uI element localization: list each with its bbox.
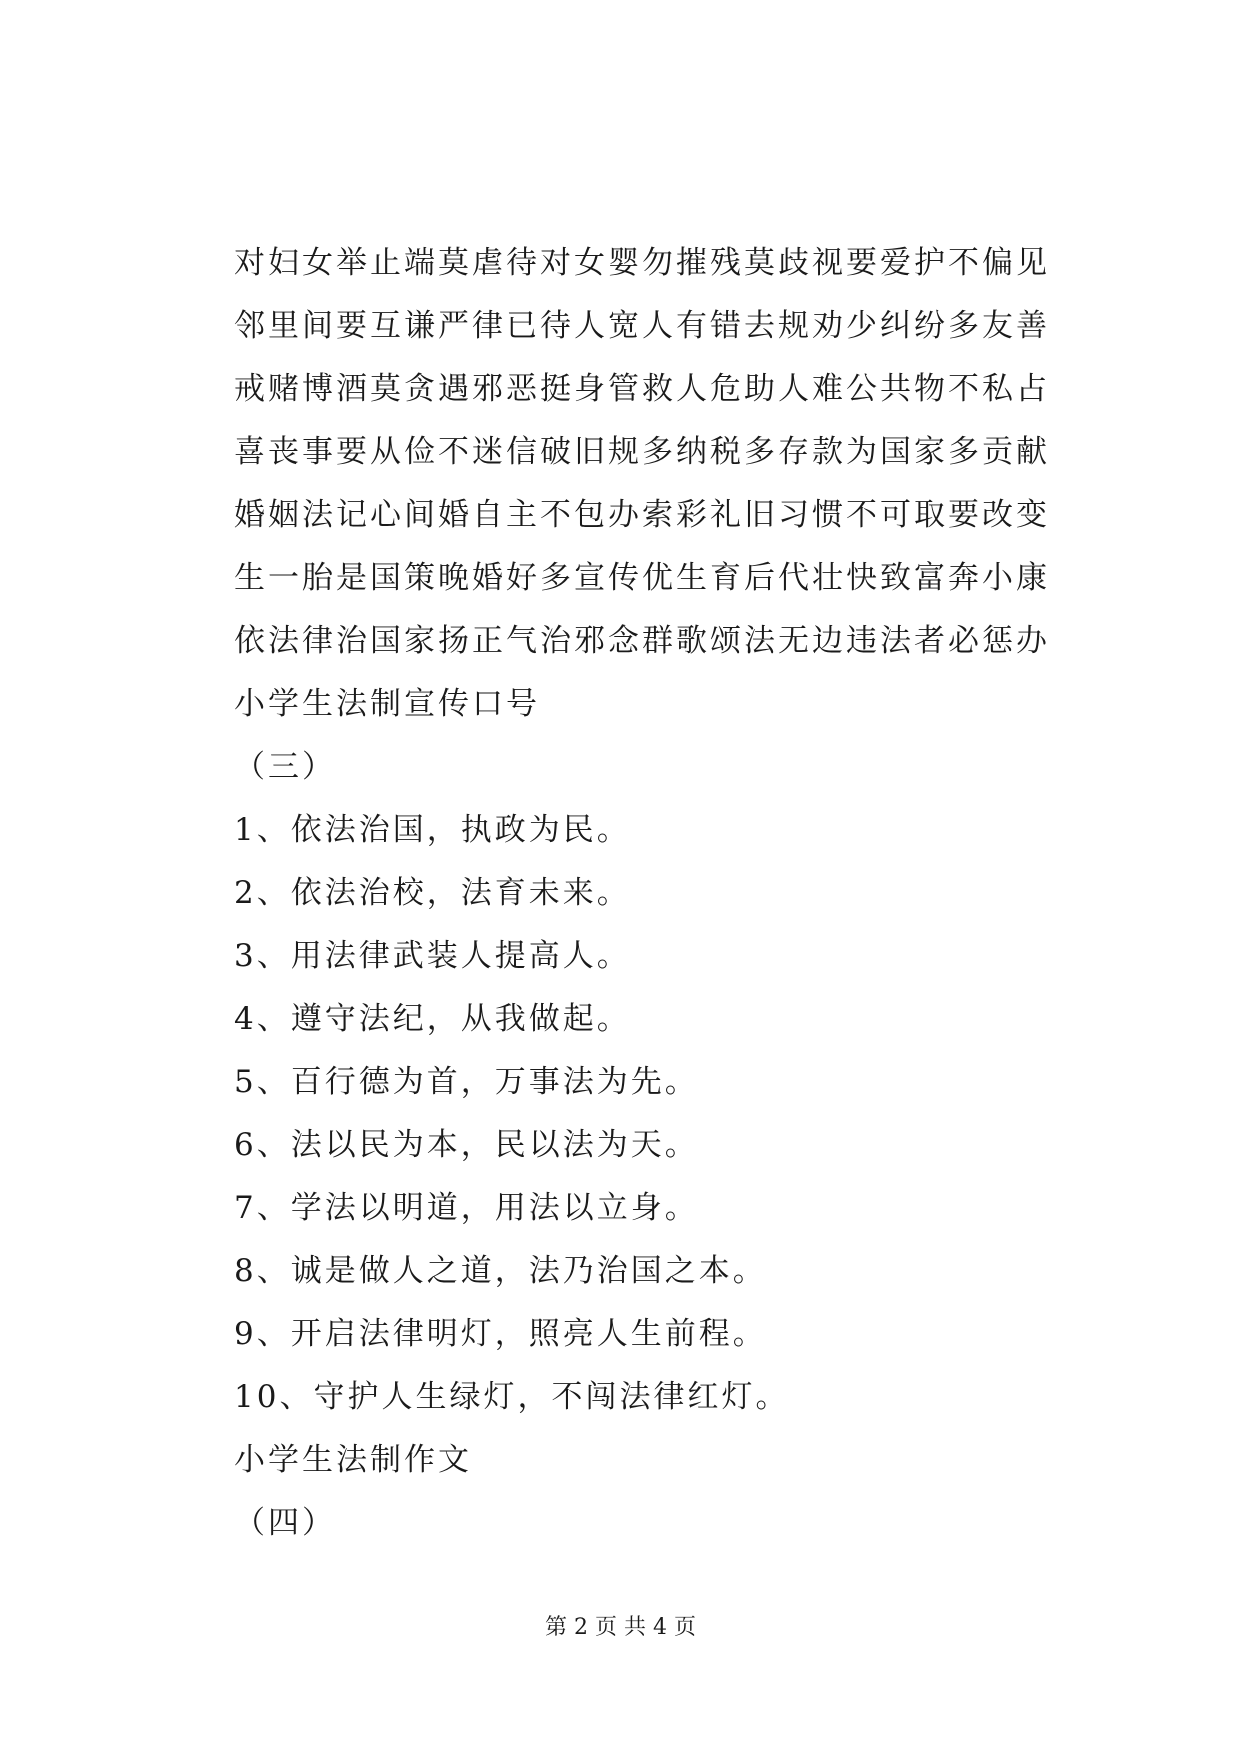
paragraph-line: 婚姻法记心间婚自主不包办索彩礼旧习惯不可取要改变 bbox=[234, 497, 1050, 533]
slogan-item: 2、依法治校，法育未来。 bbox=[234, 875, 631, 911]
slogan-item: 5、百行德为首，万事法为先。 bbox=[234, 1064, 699, 1100]
paragraph-line: 戒赌博酒莫贪遇邪恶挺身管救人危助人难公共物不私占 bbox=[234, 371, 1050, 407]
section-number: （四） bbox=[234, 1505, 336, 1541]
paragraph-line: 喜丧事要从俭不迷信破旧规多纳税多存款为国家多贡献 bbox=[234, 434, 1050, 470]
section-title: 小学生法制宣传口号 bbox=[234, 686, 540, 722]
slogan-item: 4、遵守法纪，从我做起。 bbox=[234, 1001, 631, 1037]
page-footer: 第 2 页 共 4 页 bbox=[545, 1615, 696, 1640]
section-number: （三） bbox=[234, 749, 336, 785]
document-body bbox=[234, 232, 1050, 1555]
slogan-item: 6、法以民为本，民以法为天。 bbox=[234, 1127, 699, 1163]
paragraph-line: 依法律治国家扬正气治邪念群歌颂法无边违法者必惩办 bbox=[234, 623, 1050, 659]
slogan-item: 10、守护人生绿灯，不闯法律红灯。 bbox=[234, 1379, 790, 1415]
slogan-item: 1、依法治国，执政为民。 bbox=[234, 812, 631, 848]
slogan-item: 7、学法以明道，用法以立身。 bbox=[234, 1190, 699, 1226]
paragraph-line: 对妇女举止端莫虐待对女婴勿摧残莫歧视要爱护不偏见 bbox=[234, 245, 1050, 281]
paragraph-line: 生一胎是国策晚婚好多宣传优生育后代壮快致富奔小康 bbox=[234, 560, 1050, 596]
section-title: 小学生法制作文 bbox=[234, 1442, 472, 1478]
slogan-item: 3、用法律武装人提高人。 bbox=[234, 938, 631, 974]
slogan-item: 9、开启法律明灯，照亮人生前程。 bbox=[234, 1316, 767, 1352]
slogan-item: 8、诚是做人之道，法乃治国之本。 bbox=[234, 1253, 767, 1289]
paragraph-line: 邻里间要互谦严律已待人宽人有错去规劝少纠纷多友善 bbox=[234, 308, 1050, 344]
